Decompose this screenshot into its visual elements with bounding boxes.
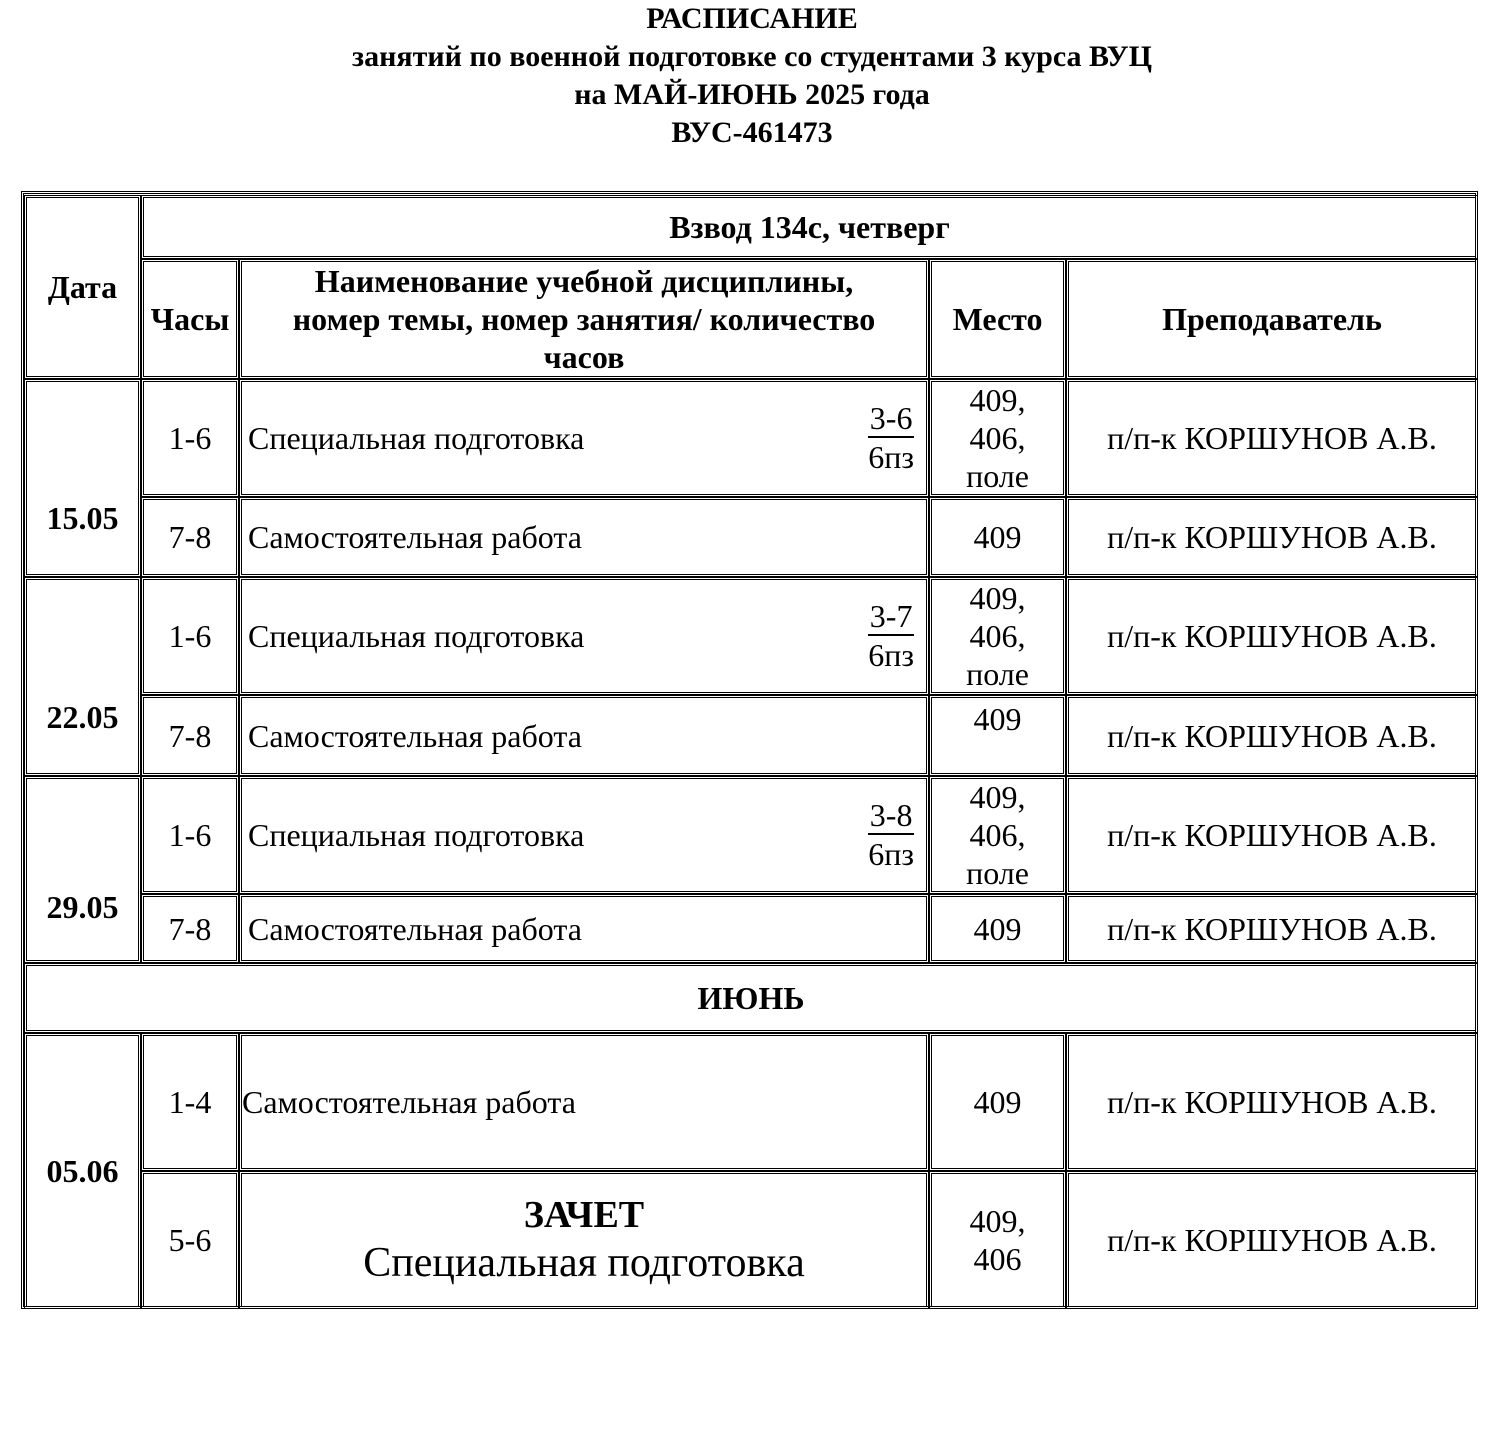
place-cell bbox=[929, 695, 1066, 776]
document-header bbox=[0, 0, 1504, 152]
date-cell bbox=[24, 379, 141, 577]
teacher-value: п/п-к КОРШУНОВ А.В. bbox=[1107, 519, 1437, 555]
hours-cell bbox=[141, 894, 239, 963]
topic-fraction bbox=[868, 797, 914, 873]
place-cell bbox=[929, 497, 1066, 577]
exam-subject-cell bbox=[239, 1171, 929, 1309]
subject-value: Специальная подготовка bbox=[248, 420, 585, 456]
hours-cell bbox=[141, 776, 239, 894]
header-period: на МАЙ-ИЮНЬ 2025 года bbox=[574, 78, 930, 111]
date-cell bbox=[24, 1033, 141, 1309]
hours-cell bbox=[141, 1033, 239, 1171]
place-line: 406 bbox=[973, 1241, 1022, 1277]
subject-header-line-2: номер темы, номер занятия/ количество bbox=[292, 301, 876, 337]
subject-cell bbox=[239, 1033, 929, 1171]
place-value bbox=[966, 778, 1029, 892]
hours-value: 1-6 bbox=[168, 618, 212, 654]
subject-cell bbox=[239, 577, 929, 695]
teacher-cell bbox=[1066, 1171, 1478, 1309]
place-value bbox=[970, 1202, 1026, 1278]
place-cell bbox=[929, 1033, 1066, 1171]
subject-column-header bbox=[239, 259, 929, 379]
place-header-label: Место bbox=[952, 301, 1043, 337]
teacher-cell bbox=[1066, 894, 1478, 963]
teacher-value: п/п-к КОРШУНОВ А.В. bbox=[1107, 618, 1437, 654]
place-value: 409 bbox=[973, 519, 1022, 555]
month-separator bbox=[24, 963, 1478, 1033]
teacher-cell bbox=[1066, 695, 1478, 776]
subject-header-line-1: Наименование учебной дисциплины, bbox=[314, 263, 854, 299]
group-header-label: Взвод 134с, четверг bbox=[669, 209, 950, 245]
header-subtitle: занятий по военной подготовке со студентами 3 курса ВУЦ bbox=[352, 40, 1152, 73]
place-line: поле bbox=[966, 656, 1029, 692]
place-value bbox=[966, 579, 1029, 693]
date-value: 05.06 bbox=[46, 1153, 119, 1189]
hours-cell bbox=[141, 379, 239, 497]
hours-column-header bbox=[141, 259, 239, 379]
date-cell bbox=[24, 776, 141, 963]
hours-value: 1-6 bbox=[168, 420, 212, 456]
hours-cell bbox=[141, 1171, 239, 1309]
teacher-value: п/п-к КОРШУНОВ А.В. bbox=[1107, 817, 1437, 853]
hours-cell bbox=[141, 497, 239, 577]
subject-cell bbox=[239, 497, 929, 577]
teacher-cell bbox=[1066, 776, 1478, 894]
place-cell bbox=[929, 776, 1066, 894]
place-cell bbox=[929, 379, 1066, 497]
place-line: 406, bbox=[969, 817, 1026, 853]
date-column-header bbox=[24, 195, 141, 379]
date-value: 22.05 bbox=[46, 698, 119, 735]
subject-cell bbox=[239, 695, 929, 776]
place-line: 409, bbox=[969, 1203, 1026, 1239]
subject-value: Специальная подготовка bbox=[248, 817, 585, 853]
subject-value: Специальная подготовка bbox=[248, 618, 585, 654]
hours-value: 7-8 bbox=[168, 910, 212, 947]
date-cell bbox=[24, 577, 141, 776]
topic-hours: 6пз bbox=[868, 439, 914, 475]
teacher-cell bbox=[1066, 577, 1478, 695]
teacher-cell bbox=[1066, 1033, 1478, 1171]
place-column-header bbox=[929, 259, 1066, 379]
teacher-column-header bbox=[1066, 259, 1478, 379]
hours-value: 7-8 bbox=[168, 717, 212, 754]
teacher-cell bbox=[1066, 379, 1478, 497]
hours-header-label: Часы bbox=[150, 301, 230, 337]
date-header-label: Дата bbox=[47, 269, 118, 305]
subject-cell bbox=[239, 894, 929, 963]
place-line: 406, bbox=[969, 420, 1026, 456]
hours-value: 5-6 bbox=[168, 1222, 212, 1258]
subject-cell bbox=[239, 776, 929, 894]
place-line: 409, bbox=[969, 779, 1026, 815]
topic-number: 3-6 bbox=[869, 400, 913, 436]
teacher-value: п/п-к КОРШУНОВ А.В. bbox=[1107, 910, 1437, 947]
topic-number: 3-8 bbox=[869, 797, 913, 833]
place-cell bbox=[929, 894, 1066, 963]
teacher-value: п/п-к КОРШУНОВ А.В. bbox=[1107, 420, 1437, 456]
place-line: 409, bbox=[969, 382, 1026, 418]
header-code: ВУС-461473 bbox=[671, 116, 833, 149]
subject-value: Самостоятельная работа bbox=[248, 717, 582, 754]
topic-fraction bbox=[868, 598, 914, 674]
place-cell bbox=[929, 1171, 1066, 1309]
place-value: 409 bbox=[973, 701, 1022, 737]
topic-hours: 6пз bbox=[868, 836, 914, 872]
place-line: 406, bbox=[969, 618, 1026, 654]
place-line: поле bbox=[966, 855, 1029, 891]
hours-value: 1-6 bbox=[168, 817, 212, 853]
hours-cell bbox=[141, 695, 239, 776]
teacher-value: п/п-к КОРШУНОВ А.В. bbox=[1107, 717, 1437, 754]
teacher-header-label: Преподаватель bbox=[1162, 301, 1382, 337]
date-value: 29.05 bbox=[46, 888, 119, 925]
teacher-value: п/п-к КОРШУНОВ А.В. bbox=[1107, 1084, 1437, 1120]
teacher-cell bbox=[1066, 497, 1478, 577]
subject-cell bbox=[239, 379, 929, 497]
place-line: поле bbox=[966, 458, 1029, 494]
group-header bbox=[141, 195, 1478, 259]
hours-value: 1-4 bbox=[168, 1084, 212, 1120]
place-value: 409 bbox=[973, 910, 1022, 947]
exam-title: ЗАЧЕТ bbox=[523, 1194, 645, 1236]
place-value: 409 bbox=[973, 1084, 1022, 1120]
subject-value: Самостоятельная работа bbox=[248, 910, 582, 947]
topic-fraction bbox=[868, 400, 914, 476]
hours-value: 7-8 bbox=[168, 519, 212, 555]
place-line: 409, bbox=[969, 580, 1026, 616]
date-value: 15.05 bbox=[46, 500, 119, 536]
month-label: ИЮНЬ bbox=[697, 980, 805, 1016]
exam-text bbox=[363, 1192, 804, 1288]
header-title: РАСПИСАНИЕ bbox=[646, 2, 858, 35]
subject-header-text bbox=[293, 262, 876, 376]
subject-value: Самостоятельная работа bbox=[248, 519, 582, 555]
hours-cell bbox=[141, 577, 239, 695]
place-value bbox=[966, 381, 1029, 495]
subject-value: Самостоятельная работа bbox=[242, 1084, 576, 1120]
topic-hours: 6пз bbox=[868, 637, 914, 673]
subject-header-line-3: часов bbox=[543, 339, 625, 375]
place-cell bbox=[929, 577, 1066, 695]
topic-number: 3-7 bbox=[869, 598, 913, 634]
exam-subject: Специальная подготовка bbox=[363, 1240, 805, 1286]
teacher-value: п/п-к КОРШУНОВ А.В. bbox=[1107, 1222, 1437, 1258]
